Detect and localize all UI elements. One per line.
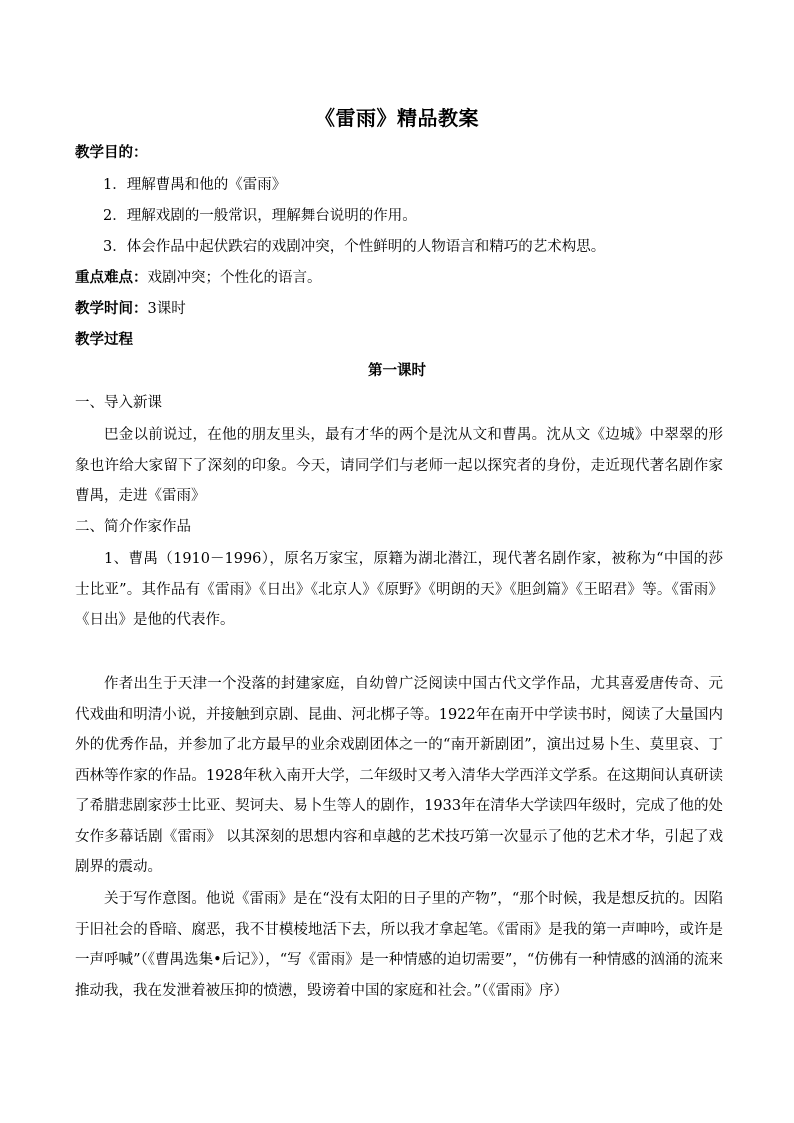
key-points-value: 戏剧冲突；个性化的语言。 — [147, 270, 322, 286]
key-points-line — [75, 267, 723, 289]
process-heading: 教学过程 — [75, 331, 133, 348]
objective-item-2: 2．理解戏剧的一般常识，理解舞台说明的作用。 — [103, 208, 417, 224]
author-paragraph-1: 1、曹禺（1910－1996），原名万家宝，原籍为湖北潜江，现代著名剧作家，被称为“中国的莎士比亚”。其作品有《雷雨》《日出》《北京人》《原野》《明朗的天》《胆剑篇》《王昭君》等。《雷雨》《日出》是他的代表作。 — [75, 551, 723, 628]
teaching-time-line — [75, 298, 723, 320]
intro-paragraph: 巴金以前说过，在他的朋友里头，最有才华的两个是沈从文和曹禺。沈从文《边城》中翠翠的形象也许给大家留下了深刻的印象。今天，请同学们与老师一起以探究者的身份，走近现代著名剧作家曹禺，走进《雷雨》 — [75, 427, 723, 504]
section-heading-intro: 一、导入新课 — [75, 395, 162, 411]
section-heading-author: 二、简介作家作品 — [75, 519, 191, 535]
author-paragraph-2: 作者出生于天津一个没落的封建家庭，自幼曾广泛阅读中国古代文学作品，尤其喜爱唐传奇、元代戏曲和明清小说，并接触到京剧、昆曲、河北梆子等。1922年在南开中学读书时，阅读了大量国内外的优秀作品，并参加了北方最早的业余戏剧团体之一的“南开新剧团”，演出过易卜生、莫里哀、丁西林等作家的作品。1928年秋入南开大学，二年级时又考入清华大学西洋文学系。在这期间认真研读了希腊悲剧家莎士比亚、契诃夫、易卜生等人的剧作，1933年在清华大学读四年级时，完成了他的处女作多幕话剧《雷雨》 以其深刻的思想内容和卓越的艺术技巧第一次显示了他的艺术才华，引起了戏剧界的震动。 — [75, 676, 723, 875]
author-paragraph-3: 关于写作意图。他说《雷雨》是在“没有太阳的日子里的产物”，“那个时候，我是想反抗的。因陷于旧社会的昏暗、腐恶，我不甘模棱地活下去，所以我才拿起笔。《雷雨》是我的第一声呻吟，或许是一声呼喊”（《曹禺选集•后记》），“写《雷雨》是一种情感的迫切需要”，“仿佛有一种情感的汹涌的流来推动我，我在发泄着被压抑的愤懑，毁谤着中国的家庭和社会。”（《雷雨》序） — [75, 891, 723, 999]
objective-item-3: 3．体会作品中起伏跌宕的戏剧冲突，个性鲜明的人物语言和精巧的艺术构思。 — [103, 239, 606, 255]
objectives-heading: 教学目的： — [75, 144, 148, 161]
page-title: 《雷雨》精品教案 — [315, 106, 479, 130]
lesson-heading: 第一课时 — [368, 362, 426, 379]
teaching-time-value: 3课时 — [147, 301, 186, 317]
key-points-label: 重点难点： — [75, 269, 148, 286]
teaching-time-label: 教学时间： — [75, 300, 148, 317]
objective-item-1: 1．理解曹禺和他的《雷雨》 — [103, 177, 287, 193]
